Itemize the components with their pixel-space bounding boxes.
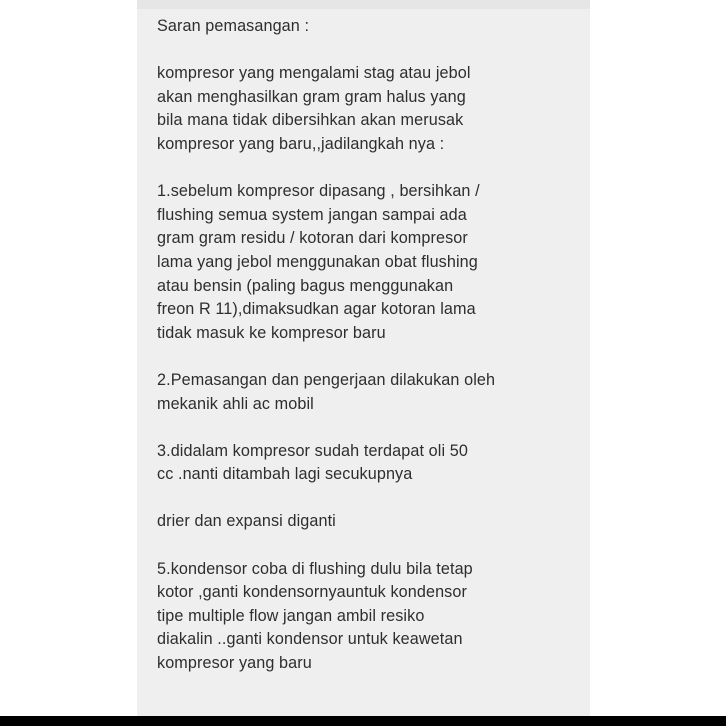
- intro-line: kompresor yang mengalami stag atau jebol: [157, 64, 471, 83]
- step5-line: diakalin ..ganti kondensor untuk keawetan: [157, 630, 463, 649]
- intro-line: kompresor yang baru,,jadilangkah nya :: [157, 134, 445, 153]
- status-strip: [137, 0, 590, 9]
- bottom-bar: [0, 716, 726, 726]
- step1-line: freon R 11),dimaksudkan agar kotoran lama: [157, 300, 476, 319]
- paragraph-gap: [157, 39, 582, 63]
- step1-line: gram gram residu / kotoran dari kompresor: [157, 229, 468, 248]
- step5-line: kompresor yang baru: [157, 654, 312, 673]
- step5-line: kotor ,ganti kondensornyauntuk kondensor: [157, 583, 467, 602]
- message-text: [157, 15, 582, 676]
- step3-line: 3.didalam kompresor sudah terdapat oli 50: [157, 441, 468, 460]
- paragraph-gap: [157, 534, 582, 558]
- paragraph-gap: [157, 487, 582, 511]
- step2-line: mekanik ahli ac mobil: [157, 394, 314, 413]
- paragraph-gap: [157, 345, 582, 369]
- step1-line: lama yang jebol menggunakan obat flushing: [157, 252, 478, 271]
- paragraph-gap: [157, 416, 582, 440]
- step3-line: cc .nanti ditambah lagi secukupnya: [157, 465, 413, 484]
- step5-line: 5.kondensor coba di flushing dulu bila tetap: [157, 559, 473, 578]
- message-title: Saran pemasangan :: [157, 17, 310, 35]
- step1-line: flushing semua system jangan sampai ada: [157, 205, 467, 224]
- step1-line: tidak masuk ke kompresor baru: [157, 323, 386, 342]
- step2-line: 2.Pemasangan dan pengerjaan dilakukan oleh: [157, 370, 496, 389]
- intro-line: bila mana tidak dibersihkan akan merusak: [157, 111, 464, 130]
- step1-line: 1.sebelum kompresor dipasang , bersihkan /: [157, 182, 480, 201]
- paragraph-gap: [157, 157, 582, 181]
- intro-line: akan menghasilkan gram gram halus yang: [157, 87, 466, 106]
- step5-line: tipe multiple flow jangan ambil resiko: [157, 606, 425, 625]
- step1-line: atau bensin (paling bagus menggunakan: [157, 276, 454, 295]
- note-screen: [137, 0, 590, 716]
- step4-line: drier dan expansi diganti: [157, 512, 336, 531]
